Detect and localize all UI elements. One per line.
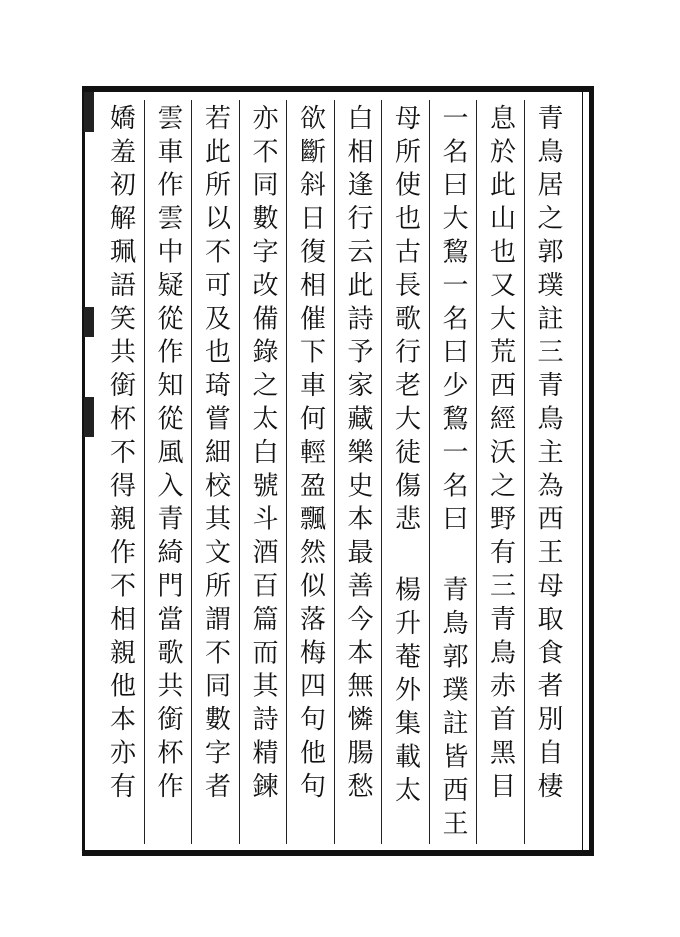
text-column-3: 一名曰大鵹一名曰少鵹一名曰 青鳥郭璞註皆西王 <box>429 100 477 844</box>
bottom-border-rule <box>82 850 594 856</box>
gutter-mark <box>84 307 94 337</box>
text-column-4: 母所使也古長歌行老大徒傷悲 楊升菴外集載太 <box>381 100 429 844</box>
gutter-mark <box>84 397 94 437</box>
text-column-2: 息於此山也又大荒西經沃之野有三青鳥赤首黑目 <box>476 100 524 844</box>
text-column-6: 欲斷斜日復相催下車何輕盈飄然似落梅四句他句 <box>286 100 334 844</box>
text-columns <box>96 100 571 844</box>
text-column-5: 白相逢行云此詩予家藏樂史本最善今本無憐腸愁 <box>334 100 382 844</box>
right-border-rule <box>589 86 594 856</box>
top-border-rule <box>82 86 594 92</box>
text-column-9: 雲車作雲中疑從作知從風入青綺門當歌共銜杯作 <box>144 100 192 844</box>
text-column-10: 嬌羞初解珮語笑共銜杯不得親作不相親他本亦有 <box>105 104 136 806</box>
text-column-1: 青鳥居之郭璞註三青鳥主為西王母取食者別自棲 <box>524 100 572 844</box>
gutter-mark <box>84 92 94 132</box>
page-frame <box>82 86 594 856</box>
text-column-8: 若此所以不可及也琦嘗細校其文所謂不同數字者 <box>191 100 239 844</box>
fold-gutter <box>82 92 96 850</box>
text-column-7: 亦不同數字改備錄之太白號斗酒百篇而其詩精鍊 <box>239 100 287 844</box>
inner-right-rule <box>582 92 584 850</box>
